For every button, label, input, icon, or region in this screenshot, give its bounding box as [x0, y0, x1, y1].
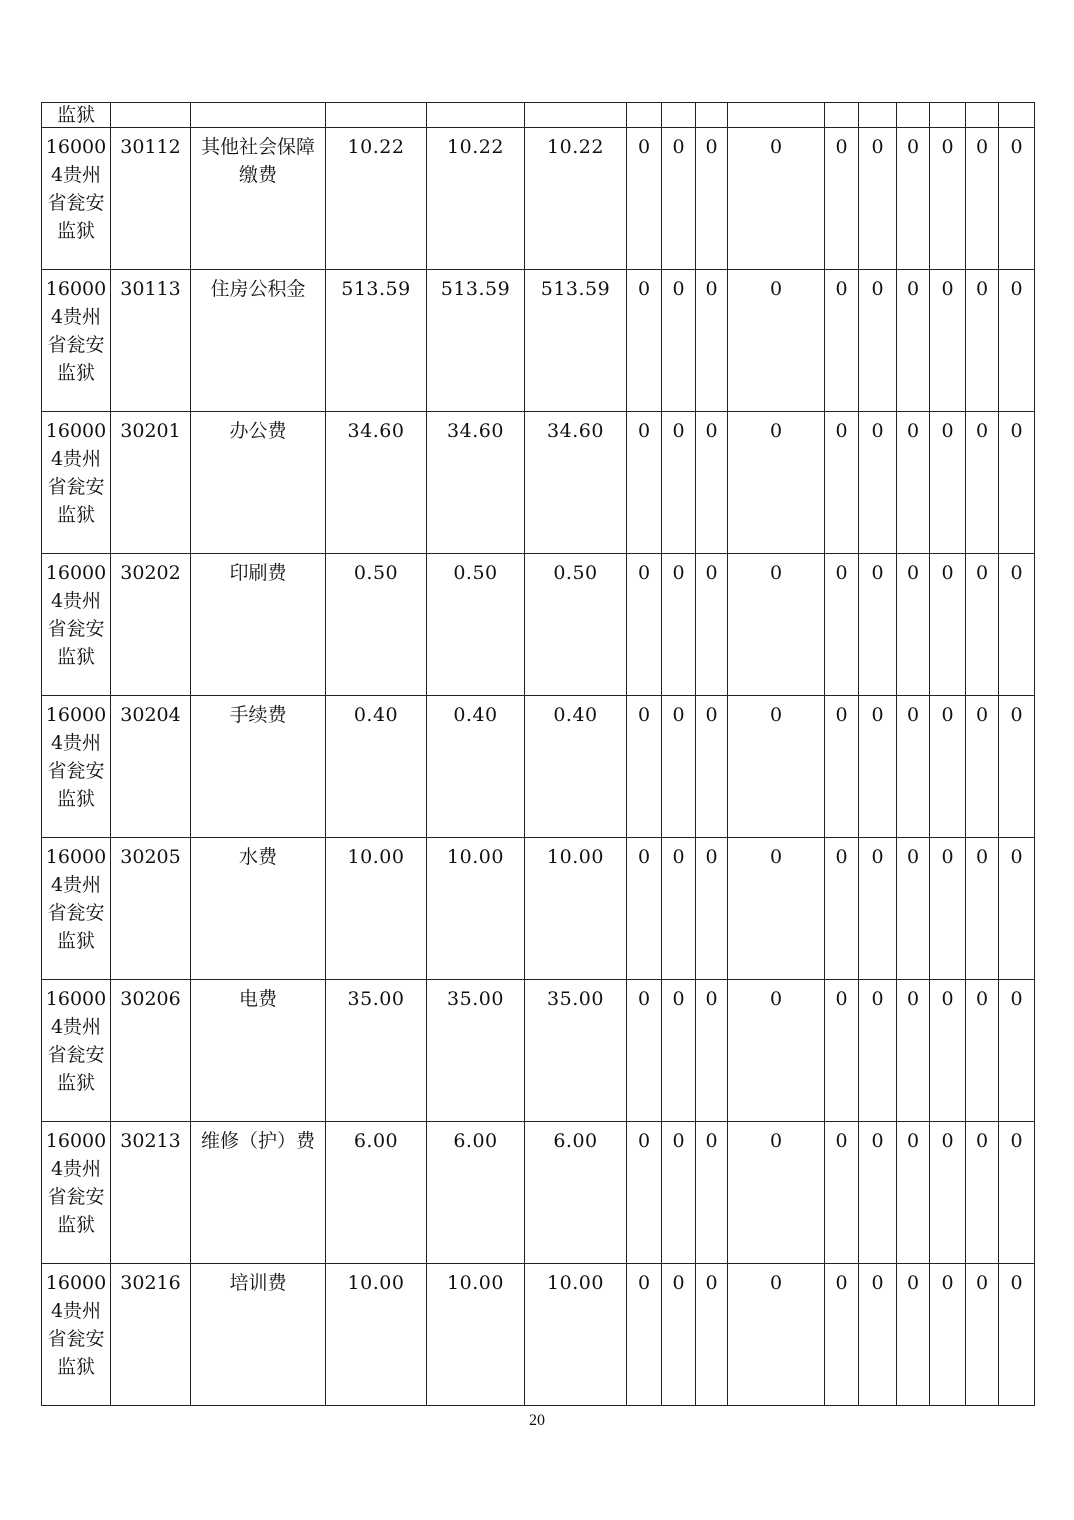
- zero-value-cell: 0: [930, 128, 966, 270]
- amount-cell: 0.50: [427, 554, 525, 696]
- code-cell: 30112: [111, 128, 191, 270]
- code-cell: 30213: [111, 1122, 191, 1264]
- code-cell: 30205: [111, 838, 191, 980]
- zero-value-cell: 0: [728, 980, 825, 1122]
- zero-value-cell: 0: [696, 980, 728, 1122]
- zero-value-cell: 0: [662, 128, 696, 270]
- zero-value-cell: 0: [859, 696, 897, 838]
- zero-value-cell: 0: [627, 1264, 662, 1406]
- continuation-row: [42, 103, 1035, 128]
- zero-value-cell: 0: [897, 554, 930, 696]
- code-cell: 30216: [111, 1264, 191, 1406]
- code-cell: 30113: [111, 270, 191, 412]
- empty-cell: [525, 103, 627, 128]
- zero-value-cell: 0: [662, 412, 696, 554]
- zero-value-cell: 0: [728, 128, 825, 270]
- zero-value-cell: 0: [662, 838, 696, 980]
- zero-value-cell: 0: [728, 554, 825, 696]
- name-cell: 水费: [191, 838, 326, 980]
- name-cell: 住房公积金: [191, 270, 326, 412]
- zero-value-cell: 0: [859, 1122, 897, 1264]
- zero-value-cell: 0: [930, 838, 966, 980]
- amount-cell: 6.00: [326, 1122, 427, 1264]
- zero-value-cell: 0: [897, 1122, 930, 1264]
- zero-value-cell: 0: [627, 980, 662, 1122]
- zero-value-cell: 0: [662, 1122, 696, 1264]
- amount-cell: 10.00: [326, 1264, 427, 1406]
- zero-value-cell: 0: [627, 554, 662, 696]
- zero-value-cell: 0: [859, 412, 897, 554]
- name-cell: 培训费: [191, 1264, 326, 1406]
- zero-value-cell: 0: [999, 554, 1035, 696]
- amount-cell: 0.50: [525, 554, 627, 696]
- zero-value-cell: 0: [897, 980, 930, 1122]
- code-cell: 30204: [111, 696, 191, 838]
- zero-value-cell: 0: [930, 412, 966, 554]
- empty-cell: [966, 103, 999, 128]
- zero-value-cell: 0: [930, 980, 966, 1122]
- zero-value-cell: 0: [930, 554, 966, 696]
- zero-value-cell: 0: [825, 412, 859, 554]
- name-cell: 印刷费: [191, 554, 326, 696]
- amount-cell: 0.40: [326, 696, 427, 838]
- name-cell: 办公费: [191, 412, 326, 554]
- zero-value-cell: 0: [966, 128, 999, 270]
- code-cell: 30202: [111, 554, 191, 696]
- amount-cell: 10.22: [525, 128, 627, 270]
- amount-cell: 0.40: [427, 696, 525, 838]
- zero-value-cell: 0: [825, 980, 859, 1122]
- table-row: [42, 1122, 1035, 1264]
- zero-value-cell: 0: [696, 128, 728, 270]
- amount-cell: 10.00: [525, 838, 627, 980]
- amount-cell: 10.22: [326, 128, 427, 270]
- zero-value-cell: 0: [696, 1122, 728, 1264]
- unit-cell: 160004贵州省瓮安监狱: [42, 1264, 111, 1406]
- zero-value-cell: 0: [999, 1122, 1035, 1264]
- zero-value-cell: 0: [930, 1122, 966, 1264]
- zero-value-cell: 0: [627, 696, 662, 838]
- zero-value-cell: 0: [825, 128, 859, 270]
- page-number: 20: [529, 1412, 545, 1429]
- name-cell: 维修（护）费: [191, 1122, 326, 1264]
- name-cell: 其他社会保障缴费: [191, 128, 326, 270]
- unit-cell: 160004贵州省瓮安监狱: [42, 554, 111, 696]
- zero-value-cell: 0: [825, 1264, 859, 1406]
- zero-value-cell: 0: [999, 980, 1035, 1122]
- zero-value-cell: 0: [627, 412, 662, 554]
- table-row: [42, 1264, 1035, 1406]
- zero-value-cell: 0: [728, 270, 825, 412]
- empty-cell: [191, 103, 326, 128]
- amount-cell: 10.00: [326, 838, 427, 980]
- zero-value-cell: 0: [728, 1264, 825, 1406]
- unit-cell: 160004贵州省瓮安监狱: [42, 270, 111, 412]
- unit-cell: 160004贵州省瓮安监狱: [42, 1122, 111, 1264]
- name-cell: 电费: [191, 980, 326, 1122]
- zero-value-cell: 0: [728, 412, 825, 554]
- empty-cell: [930, 103, 966, 128]
- table-row: [42, 270, 1035, 412]
- zero-value-cell: 0: [627, 270, 662, 412]
- budget-expenditure-table: [41, 102, 1035, 1406]
- zero-value-cell: 0: [627, 838, 662, 980]
- zero-value-cell: 0: [859, 554, 897, 696]
- amount-cell: 10.00: [427, 1264, 525, 1406]
- unit-cell: 160004贵州省瓮安监狱: [42, 838, 111, 980]
- amount-cell: 0.40: [525, 696, 627, 838]
- amount-cell: 10.22: [427, 128, 525, 270]
- code-cell: 30201: [111, 412, 191, 554]
- amount-cell: 0.50: [326, 554, 427, 696]
- zero-value-cell: 0: [897, 270, 930, 412]
- zero-value-cell: 0: [859, 1264, 897, 1406]
- zero-value-cell: 0: [859, 128, 897, 270]
- empty-cell: [999, 103, 1035, 128]
- zero-value-cell: 0: [897, 696, 930, 838]
- zero-value-cell: 0: [825, 1122, 859, 1264]
- zero-value-cell: 0: [825, 838, 859, 980]
- unit-cell: 160004贵州省瓮安监狱: [42, 980, 111, 1122]
- zero-value-cell: 0: [662, 696, 696, 838]
- zero-value-cell: 0: [930, 1264, 966, 1406]
- zero-value-cell: 0: [627, 128, 662, 270]
- empty-cell: [326, 103, 427, 128]
- table-row: [42, 554, 1035, 696]
- zero-value-cell: 0: [966, 270, 999, 412]
- zero-value-cell: 0: [696, 696, 728, 838]
- amount-cell: 35.00: [525, 980, 627, 1122]
- zero-value-cell: 0: [999, 412, 1035, 554]
- unit-cell: 160004贵州省瓮安监狱: [42, 128, 111, 270]
- zero-value-cell: 0: [897, 838, 930, 980]
- zero-value-cell: 0: [999, 838, 1035, 980]
- table-row: [42, 412, 1035, 554]
- zero-value-cell: 0: [897, 1264, 930, 1406]
- zero-value-cell: 0: [897, 412, 930, 554]
- zero-value-cell: 0: [662, 980, 696, 1122]
- zero-value-cell: 0: [728, 838, 825, 980]
- empty-cell: [662, 103, 696, 128]
- zero-value-cell: 0: [999, 128, 1035, 270]
- amount-cell: 34.60: [326, 412, 427, 554]
- unit-cell: 160004贵州省瓮安监狱: [42, 412, 111, 554]
- zero-value-cell: 0: [966, 1264, 999, 1406]
- empty-cell: [825, 103, 859, 128]
- zero-value-cell: 0: [859, 838, 897, 980]
- zero-value-cell: 0: [966, 838, 999, 980]
- zero-value-cell: 0: [930, 270, 966, 412]
- unit-cell: 160004贵州省瓮安监狱: [42, 696, 111, 838]
- zero-value-cell: 0: [696, 838, 728, 980]
- zero-value-cell: 0: [662, 1264, 696, 1406]
- zero-value-cell: 0: [825, 554, 859, 696]
- zero-value-cell: 0: [662, 554, 696, 696]
- empty-cell: [111, 103, 191, 128]
- zero-value-cell: 0: [966, 980, 999, 1122]
- zero-value-cell: 0: [627, 1122, 662, 1264]
- zero-value-cell: 0: [728, 1122, 825, 1264]
- amount-cell: 513.59: [427, 270, 525, 412]
- empty-cell: [696, 103, 728, 128]
- empty-cell: [897, 103, 930, 128]
- zero-value-cell: 0: [696, 554, 728, 696]
- amount-cell: 35.00: [427, 980, 525, 1122]
- zero-value-cell: 0: [662, 270, 696, 412]
- amount-cell: 34.60: [427, 412, 525, 554]
- empty-cell: [627, 103, 662, 128]
- amount-cell: 6.00: [525, 1122, 627, 1264]
- zero-value-cell: 0: [728, 696, 825, 838]
- empty-cell: [427, 103, 525, 128]
- amount-cell: 34.60: [525, 412, 627, 554]
- empty-cell: [728, 103, 825, 128]
- amount-cell: 10.00: [525, 1264, 627, 1406]
- table-row: [42, 696, 1035, 838]
- amount-cell: 6.00: [427, 1122, 525, 1264]
- zero-value-cell: 0: [966, 554, 999, 696]
- name-cell: 手续费: [191, 696, 326, 838]
- table-row: [42, 980, 1035, 1122]
- amount-cell: 513.59: [326, 270, 427, 412]
- amount-cell: 10.00: [427, 838, 525, 980]
- zero-value-cell: 0: [859, 270, 897, 412]
- zero-value-cell: 0: [966, 1122, 999, 1264]
- zero-value-cell: 0: [966, 696, 999, 838]
- zero-value-cell: 0: [696, 412, 728, 554]
- table-row: [42, 128, 1035, 270]
- zero-value-cell: 0: [930, 696, 966, 838]
- zero-value-cell: 0: [999, 270, 1035, 412]
- zero-value-cell: 0: [696, 1264, 728, 1406]
- zero-value-cell: 0: [825, 696, 859, 838]
- zero-value-cell: 0: [859, 980, 897, 1122]
- zero-value-cell: 0: [999, 696, 1035, 838]
- unit-cell: 监狱: [42, 103, 111, 128]
- empty-cell: [859, 103, 897, 128]
- zero-value-cell: 0: [825, 270, 859, 412]
- zero-value-cell: 0: [999, 1264, 1035, 1406]
- zero-value-cell: 0: [897, 128, 930, 270]
- table-row: [42, 838, 1035, 980]
- code-cell: 30206: [111, 980, 191, 1122]
- amount-cell: 35.00: [326, 980, 427, 1122]
- zero-value-cell: 0: [696, 270, 728, 412]
- amount-cell: 513.59: [525, 270, 627, 412]
- zero-value-cell: 0: [966, 412, 999, 554]
